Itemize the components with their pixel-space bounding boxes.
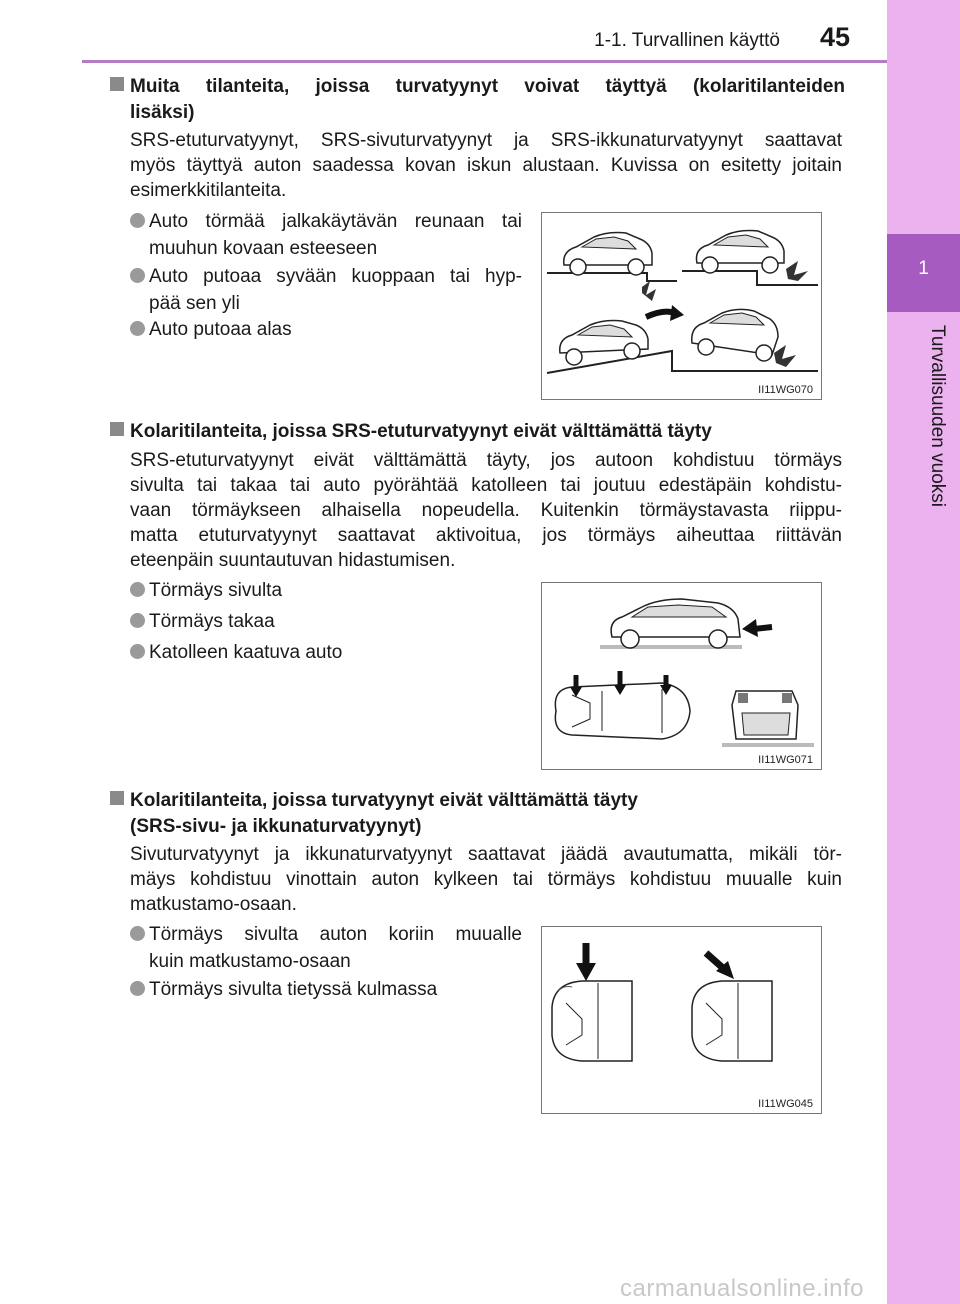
illustration-side-impact-angles (541, 926, 822, 1114)
bullet-icon (130, 613, 145, 628)
bullet-icon (130, 926, 145, 941)
section-heading: Kolaritilanteita, joissa SRS-etuturvatyynyt eivät välttämättä täyty (110, 419, 845, 445)
section-paragraph: SRS-etuturvatyynyt, SRS-sivuturvatyynyt ja SRS-ikkunaturvatyynyt saattavat myös täyttyä auton saadessa kovan iskun alustaan. Kuvissa on esitetty joitain esimerkkitilanteita. (130, 130, 842, 201)
chapter-number: 1 (918, 258, 929, 279)
list-item: Törmäys sivulta tietyssä kulmassa (130, 976, 522, 1003)
bullet-icon (130, 981, 145, 996)
bullet-icon (130, 268, 145, 283)
section-paragraph: Sivuturvatyynyt ja ikkunaturvatyynyt saattavat jäädä avautumatta, mikäli tör- mäys kohdistuu vinottain auton kylkeen tai törmäys kohdistuu muualle kuin matkustamo-osaan. (130, 844, 842, 915)
heading-square-icon (110, 422, 124, 436)
chapter-side-tab (887, 0, 960, 1304)
figure-code: II11WG071 (758, 754, 813, 766)
bullet-icon (130, 582, 145, 597)
chapter-title: Turvallisuuden vuoksi (927, 325, 948, 507)
bullet-icon (130, 321, 145, 336)
bullet-icon (130, 213, 145, 228)
section-heading: Kolaritilanteita, joissa turvatyynyt eivät välttämättä täyty (SRS-sivu- ja ikkunaturvatyynyt) (110, 788, 845, 840)
page-number: 45 (820, 22, 851, 52)
illustration-car-impact-underbody (541, 212, 822, 400)
header-divider (82, 60, 887, 63)
list-item: Katolleen kaatuva auto (130, 639, 522, 666)
heading-square-icon (110, 791, 124, 805)
list-item: Törmäys sivulta (130, 577, 522, 604)
section-paragraph: SRS-etuturvatyynyt eivät välttämättä täyty, jos autoon kohdistuu törmäys sivulta tai takaa tai auto pyörähtää katolleen tai joutuu edestäpäin kohdistu- vaan törmäykseen alhaisella nopeudella. Kuitenkin törmäystavasta riippu- matta etuturvatyynyt saattavat aktivoitua, jos törmäys aiheuttaa riittävän eteenpäin suuntautuvan hidastumisen. (130, 450, 842, 571)
watermark: carmanualsonline.info (620, 1275, 864, 1302)
list-item: Auto putoaa alas (130, 316, 522, 343)
running-header-title: 1-1. Turvallinen käyttö (594, 30, 780, 51)
list-item: Törmäys sivulta auton koriin muualle kuin matkustamo-osaan (130, 921, 522, 975)
figure-code: II11WG045 (758, 1098, 813, 1110)
list-item: Törmäys takaa (130, 608, 522, 635)
bullet-icon (130, 644, 145, 659)
figure-code: II11WG070 (758, 384, 813, 396)
list-item: Auto putoaa syvään kuoppaan tai hyp- pää sen yli (130, 263, 522, 317)
illustration-side-rear-rollover (541, 582, 822, 770)
section-heading: Muita tilanteita, joissa turvatyynyt voivat täyttyä (kolaritilanteiden lisäksi) (110, 74, 845, 126)
heading-square-icon (110, 77, 124, 91)
list-item: Auto törmää jalkakäytävän reunaan tai muuhun kovaan esteeseen (130, 208, 522, 262)
